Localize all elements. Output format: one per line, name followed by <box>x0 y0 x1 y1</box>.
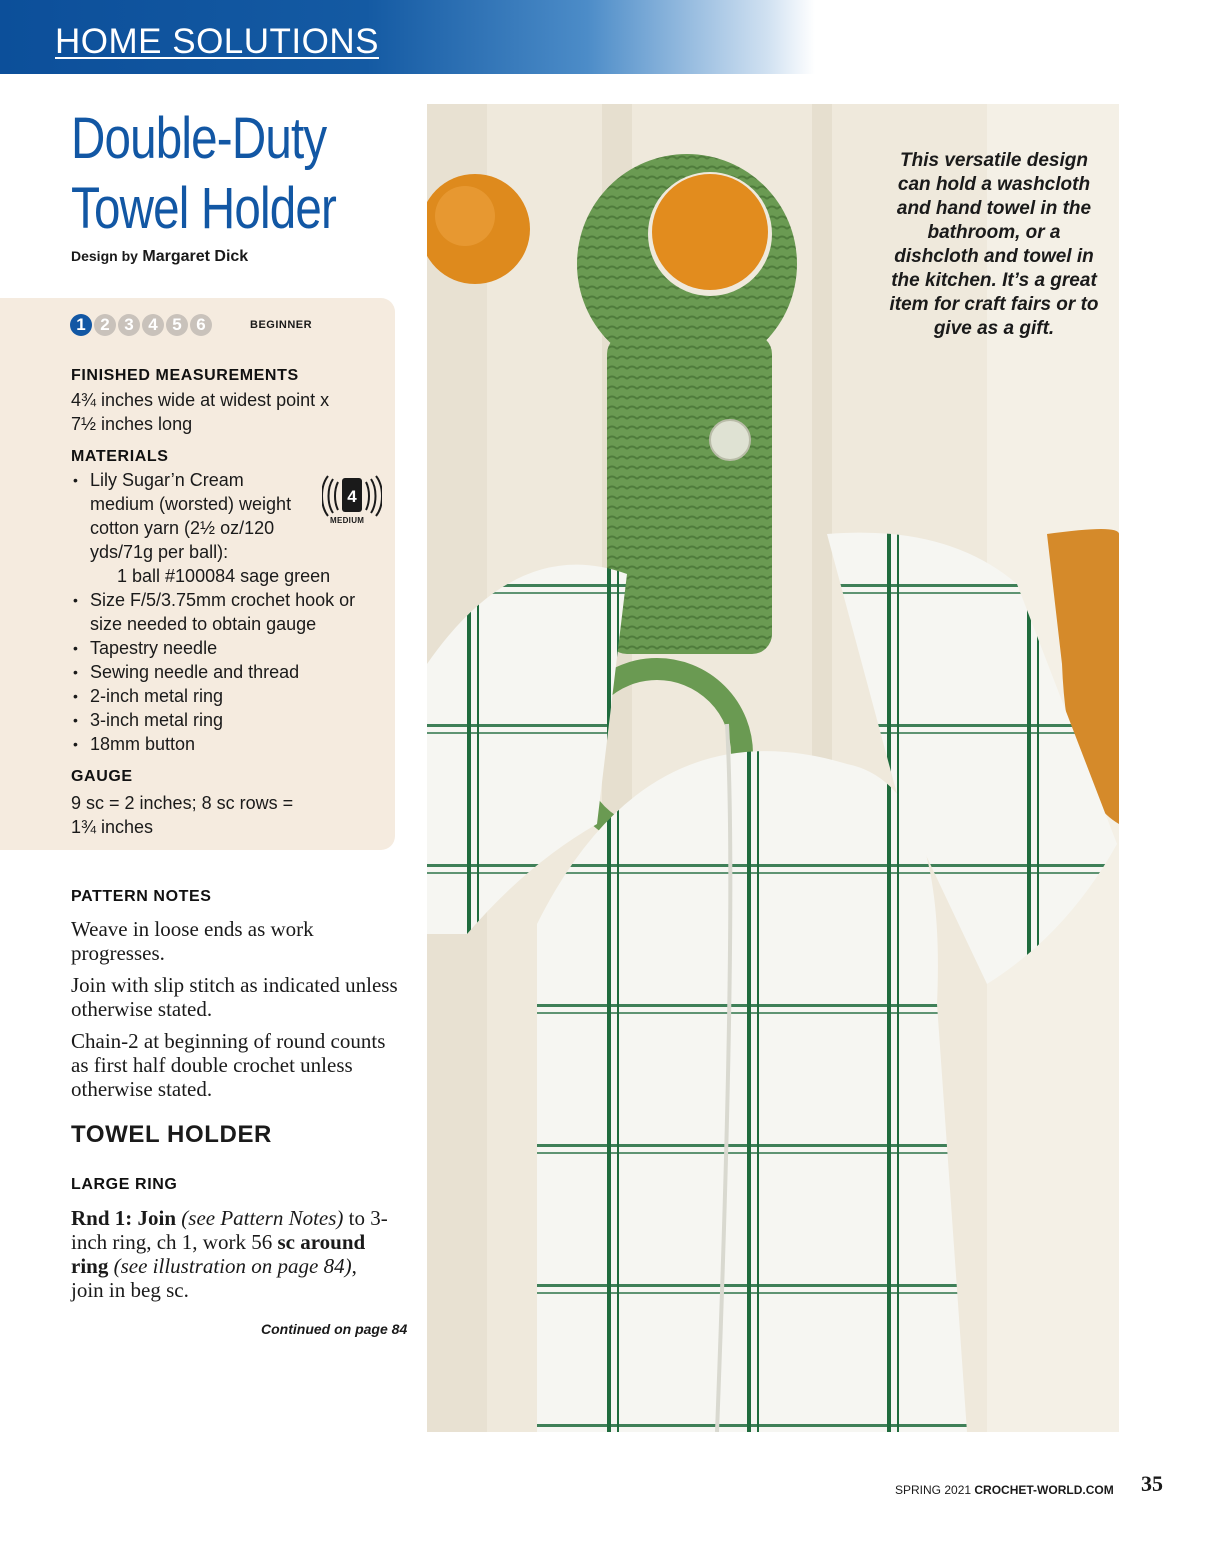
round-1-stitch: sc around ring <box>71 1230 366 1278</box>
pattern-note: Chain-2 at beginning of round counts as first half double crochet unless otherwise stated. <box>71 1029 386 1101</box>
material-subitem: 1 ball #100084 sage green <box>117 566 331 586</box>
material-item: • Tapestry needle <box>71 636 371 660</box>
skill-level-3-icon: 3 <box>118 314 140 336</box>
skill-level-4-icon: 4 <box>142 314 164 336</box>
footer <box>895 1483 1114 1497</box>
byline <box>71 248 248 266</box>
materials-heading: MATERIALS <box>71 448 169 465</box>
footer-site: CROCHET-WORLD.COM <box>974 1483 1114 1497</box>
material-item: • Size F/5/3.75mm crochet hook or size needed to obtain gauge <box>71 588 371 636</box>
material-item: • 2-inch metal ring <box>71 684 371 708</box>
skill-level-label: BEGINNER <box>250 319 313 331</box>
material-item: • 3-inch metal ring <box>71 708 371 732</box>
measurements-line-1: 4¾ inches wide at widest point x <box>71 390 330 410</box>
pattern-note: Weave in loose ends as work progresses. <box>71 917 314 965</box>
title-line-1: Double-Duty <box>71 106 327 171</box>
pattern-notes-heading: PATTERN NOTES <box>71 888 212 905</box>
gauge-line-1: 9 sc = 2 inches; 8 sc rows = <box>71 793 294 813</box>
article-title <box>71 104 350 244</box>
pattern-notes <box>71 917 401 1109</box>
gauge-heading: GAUGE <box>71 768 133 785</box>
footer-season: SPRING 2021 <box>895 1483 972 1497</box>
material-item: • Sewing needle and thread <box>71 660 371 684</box>
round-1-instruction <box>71 1206 391 1302</box>
measurements-line-2: 7½ inches long <box>71 414 193 434</box>
material-item: • Lily Sugar’n Cream medium (worsted) weight cotton yarn (2½ oz/120 yds/71g per ball): <box>71 468 310 564</box>
round-1-text: to 3-inch ring, ch 1, work 56 <box>71 1206 388 1254</box>
skill-level-icons <box>70 314 212 336</box>
skill-level-1-icon: 1 <box>70 314 92 336</box>
photo-caption: This versatile design can hold a washcloth and hand towel in the bathroom, or a dishcloth and towel in the kitchen. It’s a great item for craft fairs or to give as a gift. <box>889 150 1099 339</box>
skill-level-2-icon: 2 <box>94 314 116 336</box>
round-1-note: (see Pattern Notes) <box>181 1206 344 1230</box>
title-line-2: Towel Holder <box>71 176 337 241</box>
pattern-note: Join with slip stitch as indicated unless otherwise stated. <box>71 973 398 1021</box>
continued-link[interactable]: Continued on page 84 <box>261 1321 408 1337</box>
designer-name: Margaret Dick <box>142 248 249 265</box>
gauge-line-2: 1¾ inches <box>71 817 154 837</box>
material-item: • 18mm button <box>71 732 371 756</box>
round-1-join-text: , join in beg sc. <box>71 1254 357 1302</box>
large-ring-heading: LARGE RING <box>71 1176 178 1193</box>
skill-level-5-icon: 5 <box>166 314 188 336</box>
round-1-label: Rnd 1: Join <box>71 1206 177 1230</box>
section-title: HOME SOLUTIONS <box>55 22 379 61</box>
yarn-weight-label: MEDIUM <box>330 516 365 525</box>
skill-level-6-icon: 6 <box>190 314 212 336</box>
round-1-illustration-note: (see illustration on page 84) <box>113 1254 352 1278</box>
byline-label: Design by <box>71 248 138 264</box>
measurements-heading: FINISHED MEASUREMENTS <box>71 367 299 384</box>
yarn-weight-number: 4 <box>347 487 357 506</box>
page-number: 35 <box>1141 1471 1163 1496</box>
towel-holder-heading: TOWEL HOLDER <box>71 1121 272 1148</box>
